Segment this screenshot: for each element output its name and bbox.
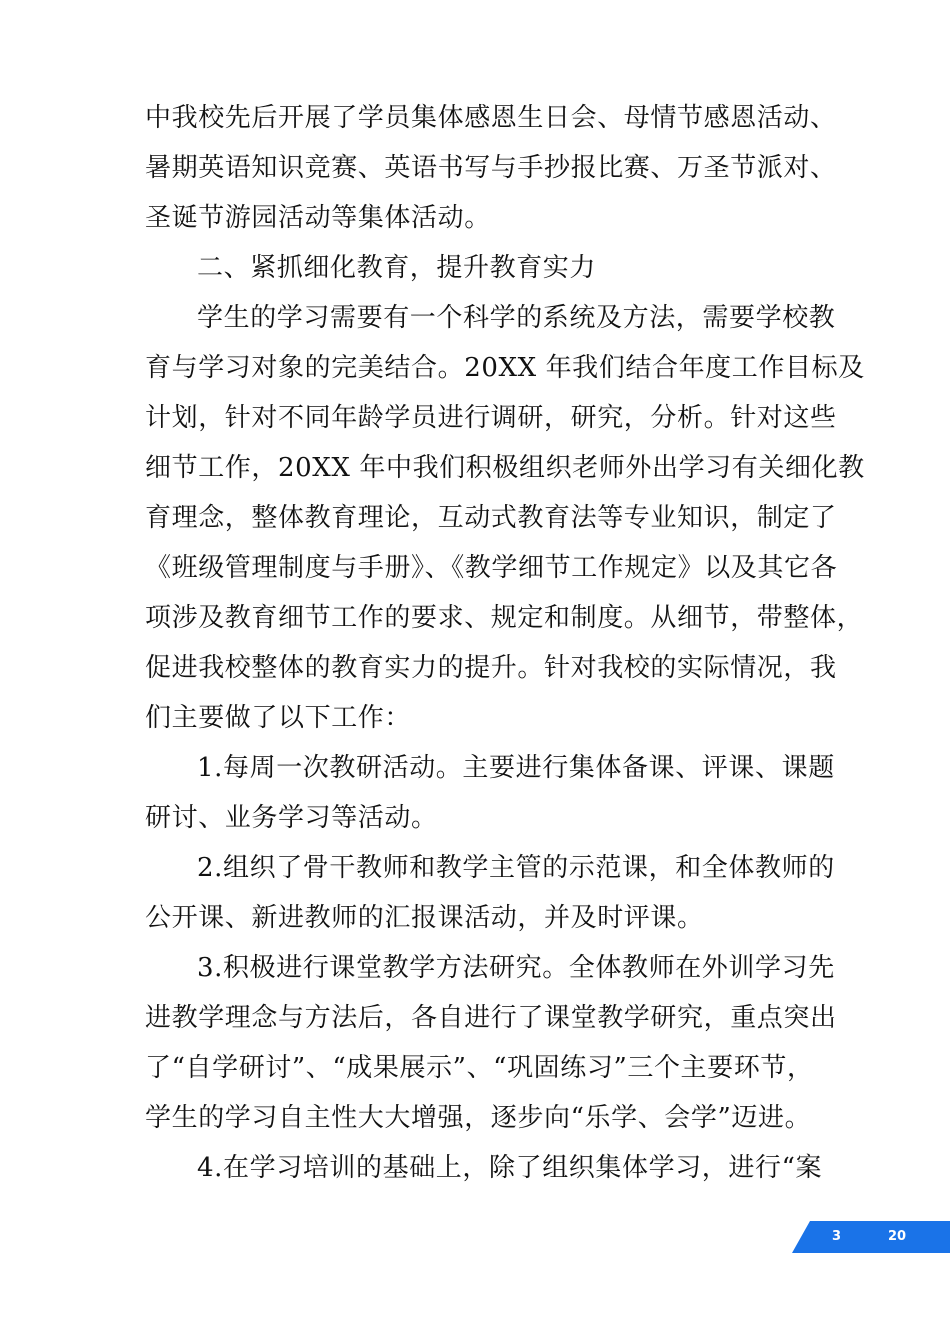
text-line-13: 们主要做了以下工作：: [145, 703, 412, 733]
text-line-9: 育理念，整体教育理论，互动式教育法等专业知识，制定了: [145, 503, 837, 533]
text-line-7: 计划，针对不同年龄学员进行调研，研究，分析。针对这些: [145, 403, 837, 433]
list-item-1: 1.每周一次教研活动。主要进行集体备课、评课、课题: [197, 753, 835, 783]
text-line-21: 学生的学习自主性大大增强，逐步向“乐学、会学”迈进。: [145, 1103, 812, 1133]
text-line-3: 圣诞节游园活动等集体活动。: [145, 203, 491, 233]
text-line-17: 公开课、新进教师的汇报课活动，并及时评课。: [145, 903, 704, 933]
list-item-3: 3.积极进行课堂教学方法研究。全体教师在外训学习先: [197, 953, 835, 983]
list-item-2: 2.组织了骨干教师和教学主管的示范课，和全体教师的: [197, 853, 835, 883]
page-number-badge: [792, 1221, 950, 1253]
list-item-4: 4.在学习培训的基础上，除了组织集体学习，进行“案: [197, 1153, 823, 1183]
paragraph-start: 学生的学习需要有一个科学的系统及方法，需要学校教: [197, 303, 836, 333]
text-line-15: 研讨、业务学习等活动。: [145, 803, 438, 833]
text-line-12: 促进我校整体的教育实力的提升。针对我校的实际情况，我: [145, 653, 837, 683]
text-line-10: 《班级管理制度与手册》、《教学细节工作规定》以及其它各: [145, 553, 838, 583]
page-current-number: 3: [832, 1229, 842, 1244]
text-line-1: 中我校先后开展了学员集体感恩生日会、母情节感恩活动、: [145, 103, 837, 133]
text-line-6: 育与学习对象的完美结合。20XX 年我们结合年度工作目标及: [145, 353, 865, 383]
section-heading: 二、紧抓细化教育，提升教育实力: [197, 253, 597, 283]
page-total-number: 20: [888, 1229, 907, 1244]
text-line-2: 暑期英语知识竞赛、英语书写与手抄报比赛、万圣节派对、: [145, 153, 837, 183]
text-line-19: 进教学理念与方法后，各自进行了课堂教学研究，重点突出: [145, 1003, 837, 1033]
badge-background: [792, 1221, 950, 1253]
text-line-20: 了“自学研讨”、“成果展示”、“巩固练习”三个主要环节，: [145, 1053, 814, 1083]
text-line-11: 项涉及教育细节工作的要求、规定和制度。从细节，带整体，: [145, 603, 864, 633]
text-line-8: 细节工作，20XX 年中我们积极组织老师外出学习有关细化教: [145, 453, 865, 483]
document-body: [145, 93, 865, 1193]
